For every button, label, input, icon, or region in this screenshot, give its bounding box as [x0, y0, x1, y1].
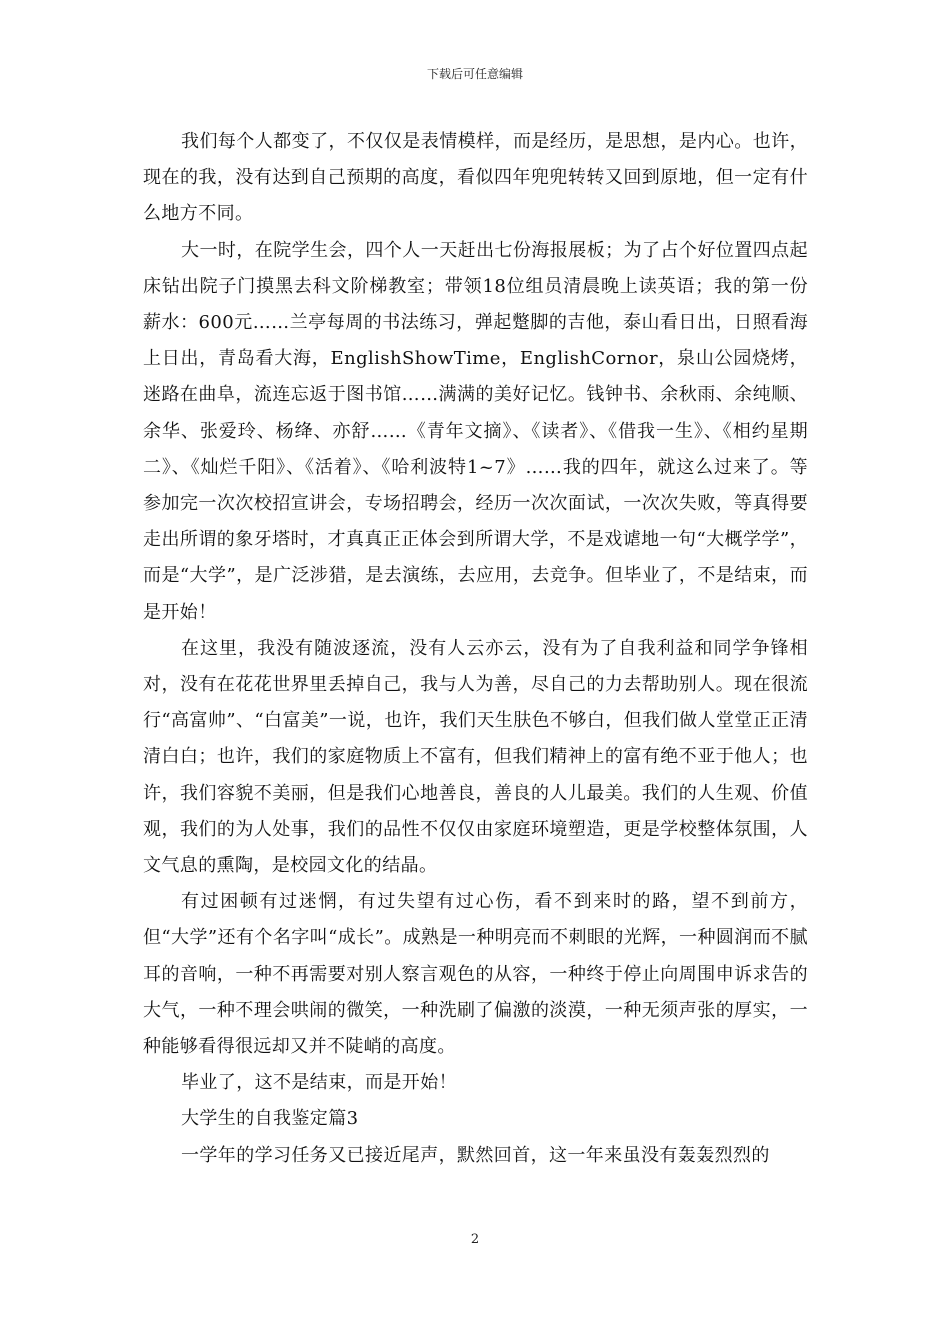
page-header: 下载后可任意编辑 [426, 67, 523, 81]
document-body [143, 124, 808, 1174]
page-number: 2 [470, 1232, 480, 1247]
paragraph-2: 大一时，在院学生会，四个人一天赶出七份海报展板；为了占个好位置四点起床钻出院子门摸黑去科文阶梯教室；带领18位组员清晨晚上读英语；我的第一份薪水：600元……兰亭每周的书法练习，弹起蹩脚的吉他，泰山看日出，日照看海上日出，青岛看大海，EnglishShowTime，EnglishCornor，泉山公园烧烤，迷路在曲阜，流连忘返于图书馆……满满的美好记忆。钱钟书、余秋雨、余纯顺、余华、张爱玲、杨绛、亦舒……《青年文摘》、《读者》、《借我一生》、《相约星期二》、《灿烂千阳》、《活着》、《哈利波特1~7》……我的四年，就这么过来了。等参加完一次次校招宣讲会，专场招聘会，经历一次次面试，一次次失败，等真得要走出所谓的象牙塔时，才真真正正体会到所谓大学，不是戏谑地一句“大概学学”，而是“大学”，是广泛涉猎，是去演练，去应用，去竞争。但毕业了，不是结束，而是开始！ [143, 239, 808, 623]
section-heading: 大学生的自我鉴定篇3 [181, 1108, 359, 1130]
paragraph-6: 一学年的学习任务又已接近尾声，默然回首，这一年来虽没有轰轰烈烈的 [181, 1144, 770, 1166]
paragraph-4: 有过困顿有过迷惘，有过失望有过心伤，看不到来时的路，望不到前方，但“大学”还有个名字叫“成长”。成熟是一种明亮而不刺眼的光辉，一种圆润而不腻耳的音响，一种不再需要对别人察言观色的从容，一种终于停止向周围申诉求告的大气，一种不理会哄闹的微笑，一种洗刷了偏激的淡漠，一种无须声张的厚实，一种能够看得很远却又并不陡峭的高度。 [143, 891, 808, 1058]
paragraph-5: 毕业了，这不是结束，而是开始！ [181, 1072, 457, 1094]
paragraph-3: 在这里，我没有随波逐流，没有人云亦云，没有为了自我利益和同学争锋相对，没有在花花世界里丢掉自己，我与人为善，尽自己的力去帮助别人。现在很流行“高富帅”、“白富美”一说，也许，我们天生肤色不够白，但我们做人堂堂正正清清白白；也许，我们的家庭物质上不富有，但我们精神上的富有绝不亚于他人；也许，我们容貌不美丽，但是我们心地善良，善良的人儿最美。我们的人生观、价值观，我们的为人处事，我们的品性不仅仅由家庭环境塑造，更是学校整体氛围，人文气息的熏陶，是校园文化的结晶。 [143, 637, 808, 877]
paragraph-1: 我们每个人都变了，不仅仅是表情模样，而是经历，是思想，是内心。也许，现在的我，没有达到自己预期的高度，看似四年兜兜转转又回到原地，但一定有什么地方不同。 [143, 131, 808, 225]
